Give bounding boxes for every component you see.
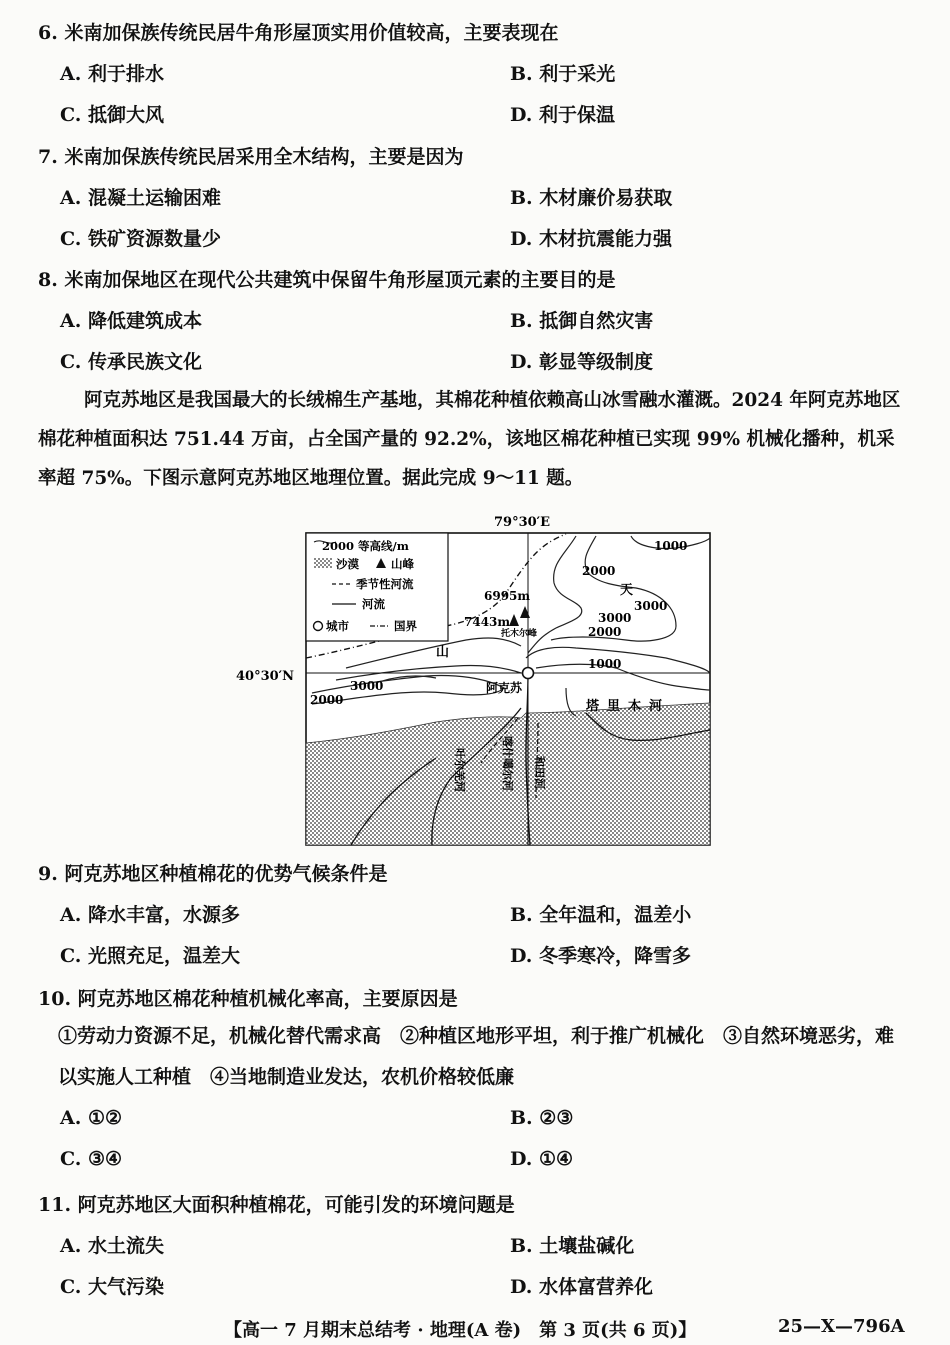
contour-label: 2000 — [588, 625, 622, 639]
q8-option-a[interactable]: A. 降低建筑成本 — [60, 310, 202, 332]
question-10-stem: 10. 阿克苏地区棉花种植机械化率高，主要原因是 — [38, 988, 458, 1010]
q9-option-b[interactable]: B. 全年温和，温差小 — [510, 904, 692, 926]
contour-label: 1000 — [588, 657, 622, 671]
kashgar-river-label: 喀什噶尔河 — [501, 736, 514, 791]
paper-code: 25—X—796A — [778, 1316, 905, 1337]
question-7-stem: 7. 米南加保族传统民居采用全木结构，主要是因为 — [38, 146, 464, 168]
legend-peak: 山峰 — [391, 557, 414, 571]
aksu-city-marker — [523, 668, 534, 679]
q6-option-d[interactable]: D. 利于保温 — [510, 104, 616, 126]
q7-option-d[interactable]: D. 木材抗震能力强 — [510, 228, 673, 250]
yarkand-river-label: 叶尔羌河 — [453, 748, 466, 792]
peak-name: 托木尔峰 — [501, 629, 538, 639]
q10-option-a[interactable]: A. ①② — [60, 1107, 123, 1129]
q10-option-c[interactable]: C. ③④ — [60, 1148, 123, 1170]
latitude-label: 40°30′N — [236, 669, 294, 684]
contour-label: 2000 — [582, 564, 616, 578]
q11-option-d[interactable]: D. 水体富营养化 — [510, 1276, 654, 1298]
page-footer: 【高一 7 月期末总结考 · 地理(A 卷) 第 3 页(共 6 页)】 — [224, 1320, 697, 1341]
q6-option-c[interactable]: C. 抵御大风 — [60, 104, 165, 126]
contour-label: 3000 — [598, 611, 632, 625]
question-8-stem: 8. 米南加保地区在现代公共建筑中保留牛角形屋顶元素的主要目的是 — [38, 269, 616, 291]
q11-option-c[interactable]: C. 大气污染 — [60, 1276, 165, 1298]
contour-label: 3000 — [350, 679, 384, 693]
q9-option-d[interactable]: D. 冬季寒冷，降雪多 — [510, 945, 692, 967]
q7-option-b[interactable]: B. 木材廉价易获取 — [510, 187, 673, 209]
q9-option-a[interactable]: A. 降水丰富，水源多 — [60, 904, 240, 926]
contour-label: 1000 — [654, 539, 688, 553]
legend-border: 国界 — [394, 619, 417, 633]
question-6-stem: 6. 米南加保族传统民居牛角形屋顶实用价值较高，主要表现在 — [38, 22, 559, 44]
legend-river: 河流 — [362, 597, 385, 611]
tianshan-char-2: 山 — [436, 645, 450, 660]
peak-6995-label: 6995m — [484, 589, 531, 603]
legend-seasonal-river: 季节性河流 — [356, 577, 414, 591]
question-9-stem: 9. 阿克苏地区种植棉花的优势气候条件是 — [38, 863, 388, 885]
q11-option-a[interactable]: A. 水土流失 — [60, 1235, 164, 1257]
q8-option-b[interactable]: B. 抵御自然灾害 — [510, 310, 654, 332]
longitude-label: 79°30′E — [494, 515, 551, 530]
q6-option-a[interactable]: A. 利于排水 — [60, 63, 164, 85]
question-11-stem: 11. 阿克苏地区大面积种植棉花，可能引发的环境问题是 — [38, 1194, 515, 1216]
q11-option-b[interactable]: B. 土壤盐碱化 — [510, 1235, 635, 1257]
aksu-city-label: 阿克苏 — [486, 681, 523, 695]
passage-text: 阿克苏地区是我国最大的长绒棉生产基地，其棉花种植依赖高山冰雪融水灌溉。2024 年阿克苏地区棉花种植面积达 751.44 万亩，占全国产量的 92.2%，该地区棉花种植已实现 99% 机械化播种，机采率超 75%。下图示意阿克苏地区地理位置。据此完成 9～11 题。 — [38, 390, 901, 489]
tarim-river-label: 塔里木河 — [586, 699, 671, 714]
q6-option-b[interactable]: B. 利于采光 — [510, 63, 616, 85]
q7-option-a[interactable]: A. 混凝土运输困难 — [60, 187, 221, 209]
contour-label: 2000 — [310, 693, 344, 707]
q7-option-c[interactable]: C. 铁矿资源数量少 — [60, 228, 222, 250]
q8-option-d[interactable]: D. 彰显等级制度 — [510, 351, 654, 373]
passage — [38, 381, 910, 498]
q10-statements: ①劳动力资源不足，机械化替代需求高 ②种植区地形平坦，利于推广机械化 ③自然环境恶劣，难以实施人工种植 ④当地制造业发达，农机价格较低廉 — [58, 1025, 895, 1088]
q10-option-d[interactable]: D. ①④ — [510, 1148, 574, 1170]
q9-option-c[interactable]: C. 光照充足，温差大 — [60, 945, 241, 967]
contour-label: 3000 — [634, 599, 668, 613]
legend-city: 城市 — [326, 619, 349, 633]
legend-desert: 沙漠 — [336, 557, 359, 571]
peak-7443-label: 7443m — [464, 615, 511, 629]
hotan-river-label: 和田河 — [533, 756, 546, 789]
legend-contour: 2000 等高线/m — [322, 539, 409, 553]
tianshan-char-1: 天 — [620, 583, 634, 598]
aksu-location-map — [236, 508, 716, 850]
q10-option-b[interactable]: B. ②③ — [510, 1107, 574, 1129]
q8-option-c[interactable]: C. 传承民族文化 — [60, 351, 203, 373]
